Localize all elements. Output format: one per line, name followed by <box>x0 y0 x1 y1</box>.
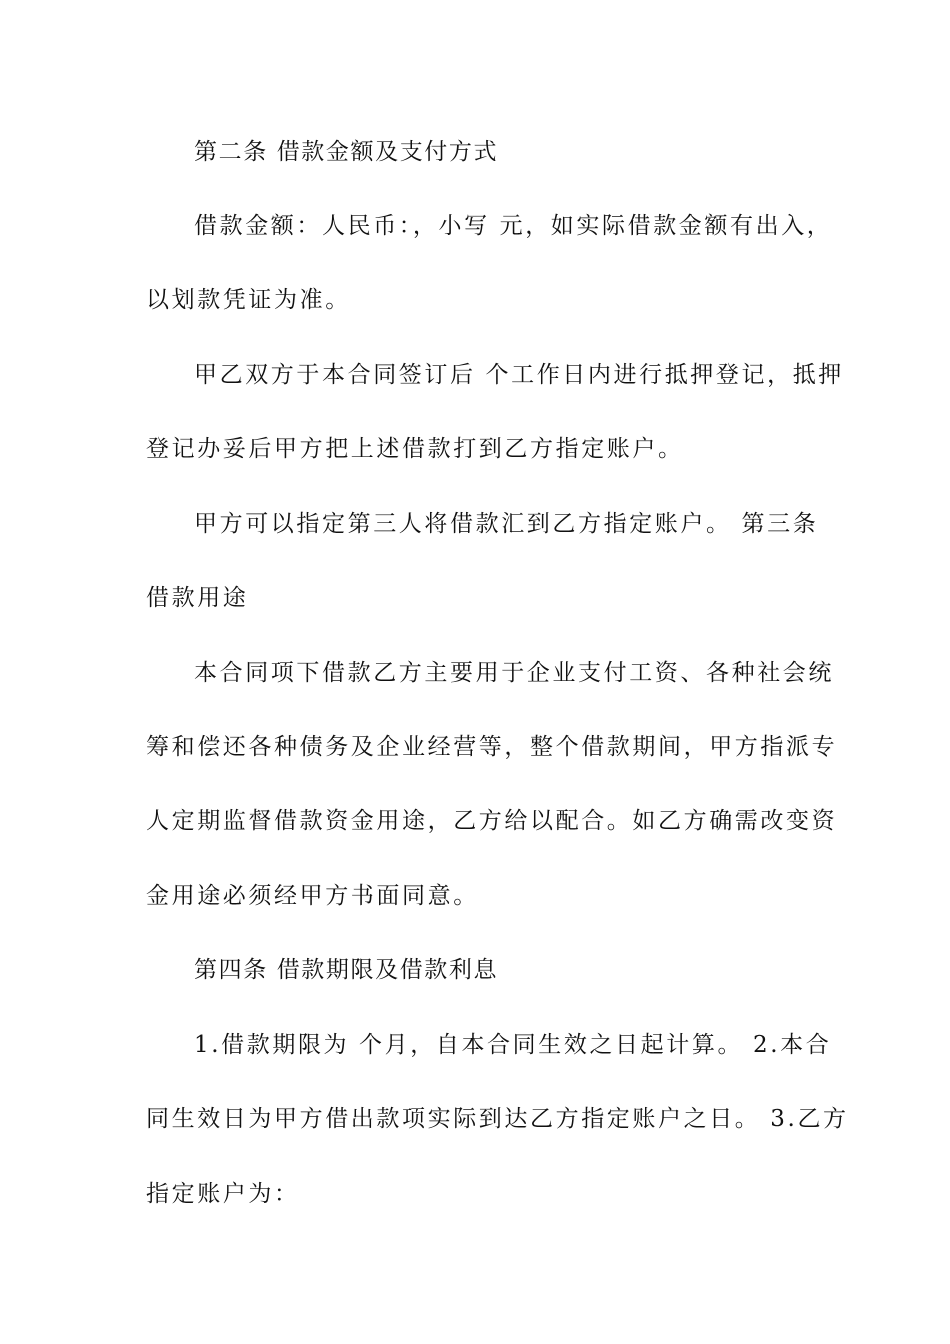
paragraph-line: 指定账户为： <box>146 1181 300 1207</box>
paragraph-line: 1.借款期限为 个月，自本合同生效之日起计算。 2.本合 <box>194 1032 832 1058</box>
paragraph-line: 筹和偿还各种债务及企业经营等，整个借款期间，甲方指派专 <box>146 734 838 760</box>
paragraph-line: 借款金额：人民币：，小写 元，如实际借款金额有出入， <box>194 213 833 239</box>
article-2-heading: 第二条 借款金额及支付方式 <box>194 139 499 165</box>
paragraph-line: 人定期监督借款资金用途，乙方给以配合。如乙方确需改变资 <box>146 808 838 834</box>
article-4-heading: 第四条 借款期限及借款利息 <box>194 957 499 983</box>
paragraph-line: 以划款凭证为准。 <box>146 287 351 313</box>
paragraph-line: 甲方可以指定第三人将借款汇到乙方指定账户。 第三条 <box>194 511 819 537</box>
paragraph-line: 本合同项下借款乙方主要用于企业支付工资、各种社会统 <box>194 660 834 686</box>
paragraph-line: 借款用途 <box>146 585 249 611</box>
paragraph-line: 金用途必须经甲方书面同意。 <box>146 883 479 909</box>
paragraph-line: 甲乙双方于本合同签订后 个工作日内进行抵押登记，抵押 <box>194 362 844 388</box>
paragraph-line: 登记办妥后甲方把上述借款打到乙方指定账户。 <box>146 436 684 462</box>
paragraph-line: 同生效日为甲方借出款项实际到达乙方指定账户之日。 3.乙方 <box>146 1106 849 1132</box>
